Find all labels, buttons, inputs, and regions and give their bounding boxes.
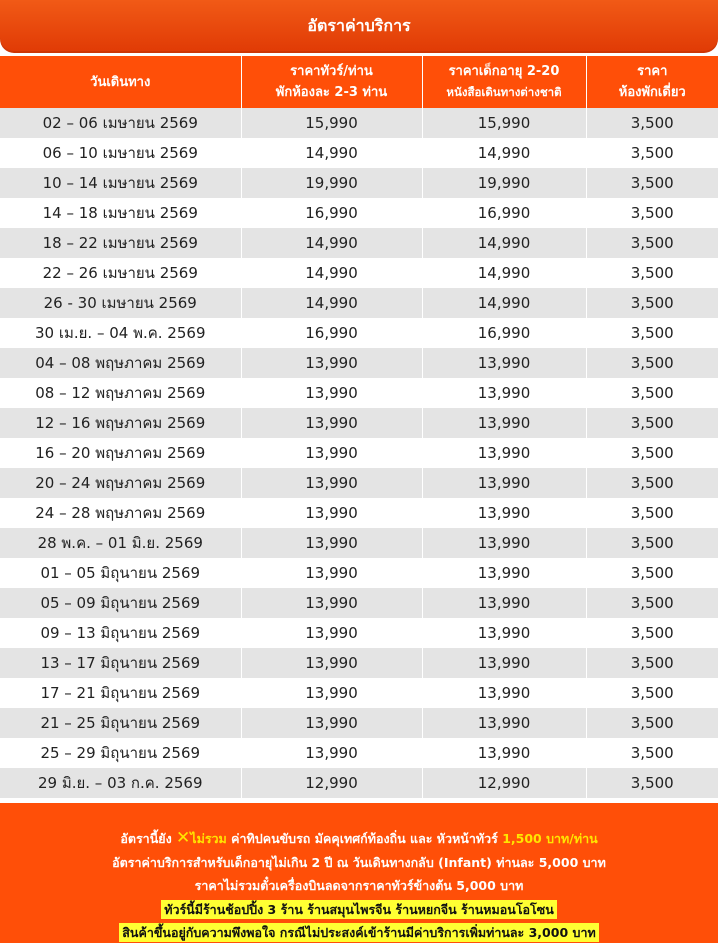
header-subline: หนังสือเดินทางต่างชาติ — [446, 85, 562, 99]
cell-single-room: 3,500 — [586, 258, 718, 288]
table-row — [0, 258, 718, 288]
cell-tour-price: 16,990 — [241, 198, 422, 228]
header-single-room — [586, 56, 718, 108]
note-line-shop-fee — [0, 921, 718, 945]
cell-single-room: 3,500 — [586, 288, 718, 318]
table-row — [0, 318, 718, 348]
table-row — [0, 348, 718, 378]
table-row — [0, 438, 718, 468]
cell-tour-price: 13,990 — [241, 648, 422, 678]
table-row — [0, 528, 718, 558]
cell-tour-price: 13,990 — [241, 558, 422, 588]
table-row — [0, 738, 718, 768]
cell-child-price: 13,990 — [422, 408, 586, 438]
cell-single-room: 3,500 — [586, 648, 718, 678]
cell-child-price: 14,990 — [422, 258, 586, 288]
table-row — [0, 498, 718, 528]
highlighted-note: ทัวร์นี้มีร้านช้อปปิ้ง 3 ร้าน ร้านสมุนไพรจีน ร้านหยกจีน ร้านหมอนโอโซน — [161, 900, 557, 919]
note-line-tips — [0, 827, 718, 851]
note-text: ค่าทิปคนขับรถ มัคคุเทศก์ท้องถิ่น และ หัวหน้าทัวร์ — [231, 831, 498, 846]
cell-tour-price: 13,990 — [241, 708, 422, 738]
cross-icon: ✕ — [176, 828, 191, 848]
cell-travel-date: 14 – 18 เมษายน 2569 — [0, 198, 241, 228]
cell-child-price: 13,990 — [422, 468, 586, 498]
note-line-infant: อัตราค่าบริการสำหรับเด็กอายุไม่เกิน 2 ปี ณ วันเดินทางกลับ (Infant) ท่านละ 5,000 บาท — [112, 854, 606, 870]
page-title: อัตราค่าบริการ — [0, 0, 718, 53]
cell-travel-date: 02 – 06 เมษายน 2569 — [0, 108, 241, 138]
cell-single-room: 3,500 — [586, 768, 718, 798]
cell-travel-date: 13 – 17 มิถุนายน 2569 — [0, 648, 241, 678]
cell-travel-date: 10 – 14 เมษายน 2569 — [0, 168, 241, 198]
cell-single-room: 3,500 — [586, 198, 718, 228]
cell-travel-date: 25 – 29 มิถุนายน 2569 — [0, 738, 241, 768]
rate-table-body — [0, 108, 718, 798]
notes-panel — [0, 803, 718, 943]
cell-tour-price: 13,990 — [241, 678, 422, 708]
cell-child-price: 13,990 — [422, 708, 586, 738]
table-row — [0, 558, 718, 588]
table-row — [0, 198, 718, 228]
cell-single-room: 3,500 — [586, 348, 718, 378]
cell-tour-price: 14,990 — [241, 138, 422, 168]
cell-travel-date: 22 – 26 เมษายน 2569 — [0, 258, 241, 288]
table-row — [0, 288, 718, 318]
table-row — [0, 618, 718, 648]
cell-single-room: 3,500 — [586, 228, 718, 258]
cell-tour-price: 13,990 — [241, 408, 422, 438]
table-row — [0, 648, 718, 678]
cell-single-room: 3,500 — [586, 438, 718, 468]
cell-child-price: 14,990 — [422, 138, 586, 168]
rate-table — [0, 56, 718, 798]
cell-tour-price: 14,990 — [241, 288, 422, 318]
cell-single-room: 3,500 — [586, 108, 718, 138]
cell-child-price: 13,990 — [422, 618, 586, 648]
cell-tour-price: 13,990 — [241, 378, 422, 408]
cell-travel-date: 12 – 16 พฤษภาคม 2569 — [0, 408, 241, 438]
table-header-row — [0, 56, 718, 108]
cell-travel-date: 01 – 05 มิถุนายน 2569 — [0, 558, 241, 588]
header-child-price — [422, 56, 586, 108]
cell-single-room: 3,500 — [586, 738, 718, 768]
table-row — [0, 108, 718, 138]
cell-single-room: 3,500 — [586, 558, 718, 588]
cell-child-price: 13,990 — [422, 378, 586, 408]
cell-tour-price: 13,990 — [241, 618, 422, 648]
cell-tour-price: 13,990 — [241, 468, 422, 498]
cell-single-room: 3,500 — [586, 588, 718, 618]
cell-child-price: 15,990 — [422, 108, 586, 138]
cell-tour-price: 13,990 — [241, 438, 422, 468]
note-text: อัตรานี้ยัง — [120, 831, 172, 846]
cell-travel-date: 26 - 30 เมษายน 2569 — [0, 288, 241, 318]
cell-single-room: 3,500 — [586, 378, 718, 408]
note-line-shopping — [0, 898, 718, 922]
header-line: ราคา — [637, 64, 668, 79]
cell-child-price: 13,990 — [422, 558, 586, 588]
cell-tour-price: 19,990 — [241, 168, 422, 198]
cell-child-price: 16,990 — [422, 318, 586, 348]
cell-tour-price: 13,990 — [241, 528, 422, 558]
header-line: ราคาเด็กอายุ 2-20 — [448, 64, 560, 79]
cell-child-price: 19,990 — [422, 168, 586, 198]
header-line: วันเดินทาง — [90, 74, 151, 90]
cell-travel-date: 17 – 21 มิถุนายน 2569 — [0, 678, 241, 708]
tip-amount: 1,500 บาท/ท่าน — [502, 831, 598, 846]
cell-travel-date: 16 – 20 พฤษภาคม 2569 — [0, 438, 241, 468]
cell-travel-date: 29 มิ.ย. – 03 ก.ค. 2569 — [0, 768, 241, 798]
cell-child-price: 13,990 — [422, 648, 586, 678]
cell-tour-price: 14,990 — [241, 228, 422, 258]
cell-travel-date: 05 – 09 มิถุนายน 2569 — [0, 588, 241, 618]
cell-single-room: 3,500 — [586, 528, 718, 558]
cell-tour-price: 13,990 — [241, 498, 422, 528]
cell-single-room: 3,500 — [586, 168, 718, 198]
cell-travel-date: 28 พ.ค. – 01 มิ.ย. 2569 — [0, 528, 241, 558]
header-tour-price — [241, 56, 422, 108]
header-subline: ห้องพักเดี่ยว — [618, 85, 686, 100]
cell-travel-date: 06 – 10 เมษายน 2569 — [0, 138, 241, 168]
cell-travel-date: 08 – 12 พฤษภาคม 2569 — [0, 378, 241, 408]
cell-travel-date: 30 เม.ย. – 04 พ.ค. 2569 — [0, 318, 241, 348]
header-subline: พักห้องละ 2-3 ท่าน — [275, 85, 388, 100]
table-row — [0, 378, 718, 408]
not-included-label: ไม่รวม — [190, 831, 227, 846]
table-row — [0, 408, 718, 438]
table-row — [0, 168, 718, 198]
cell-travel-date: 04 – 08 พฤษภาคม 2569 — [0, 348, 241, 378]
cell-single-room: 3,500 — [586, 618, 718, 648]
table-row — [0, 678, 718, 708]
cell-child-price: 13,990 — [422, 588, 586, 618]
cell-tour-price: 15,990 — [241, 108, 422, 138]
cell-child-price: 12,990 — [422, 768, 586, 798]
cell-child-price: 16,990 — [422, 198, 586, 228]
cell-tour-price: 13,990 — [241, 588, 422, 618]
cell-child-price: 14,990 — [422, 228, 586, 258]
cell-child-price: 13,990 — [422, 528, 586, 558]
cell-single-room: 3,500 — [586, 468, 718, 498]
cell-child-price: 13,990 — [422, 438, 586, 468]
cell-child-price: 13,990 — [422, 348, 586, 378]
cell-child-price: 13,990 — [422, 498, 586, 528]
cell-tour-price: 14,990 — [241, 258, 422, 288]
header-travel-date — [0, 56, 241, 108]
cell-travel-date: 20 – 24 พฤษภาคม 2569 — [0, 468, 241, 498]
table-row — [0, 138, 718, 168]
cell-tour-price: 13,990 — [241, 348, 422, 378]
cell-single-room: 3,500 — [586, 318, 718, 348]
cell-single-room: 3,500 — [586, 408, 718, 438]
cell-child-price: 13,990 — [422, 678, 586, 708]
cell-travel-date: 18 – 22 เมษายน 2569 — [0, 228, 241, 258]
cell-child-price: 14,990 — [422, 288, 586, 318]
table-row — [0, 588, 718, 618]
cell-single-room: 3,500 — [586, 708, 718, 738]
header-line: ราคาทัวร์/ท่าน — [290, 64, 373, 79]
cell-travel-date: 21 – 25 มิถุนายน 2569 — [0, 708, 241, 738]
table-row — [0, 708, 718, 738]
cell-travel-date: 24 – 28 พฤษภาคม 2569 — [0, 498, 241, 528]
table-row — [0, 768, 718, 798]
table-row — [0, 468, 718, 498]
cell-single-room: 3,500 — [586, 678, 718, 708]
highlighted-note: สินค้าขึ้นอยู่กับความพึงพอใจ กรณีไม่ประสงค์เข้าร้านมีค่าบริการเพิ่มท่านละ 3,000 บาท — [119, 923, 598, 942]
cell-travel-date: 09 – 13 มิถุนายน 2569 — [0, 618, 241, 648]
note-line-airfare: ราคาไม่รวมตั๋วเครื่องบินลดจากราคาทัวร์ข้างต้น 5,000 บาท — [194, 878, 524, 893]
cell-tour-price: 12,990 — [241, 768, 422, 798]
cell-child-price: 13,990 — [422, 738, 586, 768]
cell-single-room: 3,500 — [586, 138, 718, 168]
table-row — [0, 228, 718, 258]
cell-tour-price: 16,990 — [241, 318, 422, 348]
cell-tour-price: 13,990 — [241, 738, 422, 768]
cell-single-room: 3,500 — [586, 498, 718, 528]
